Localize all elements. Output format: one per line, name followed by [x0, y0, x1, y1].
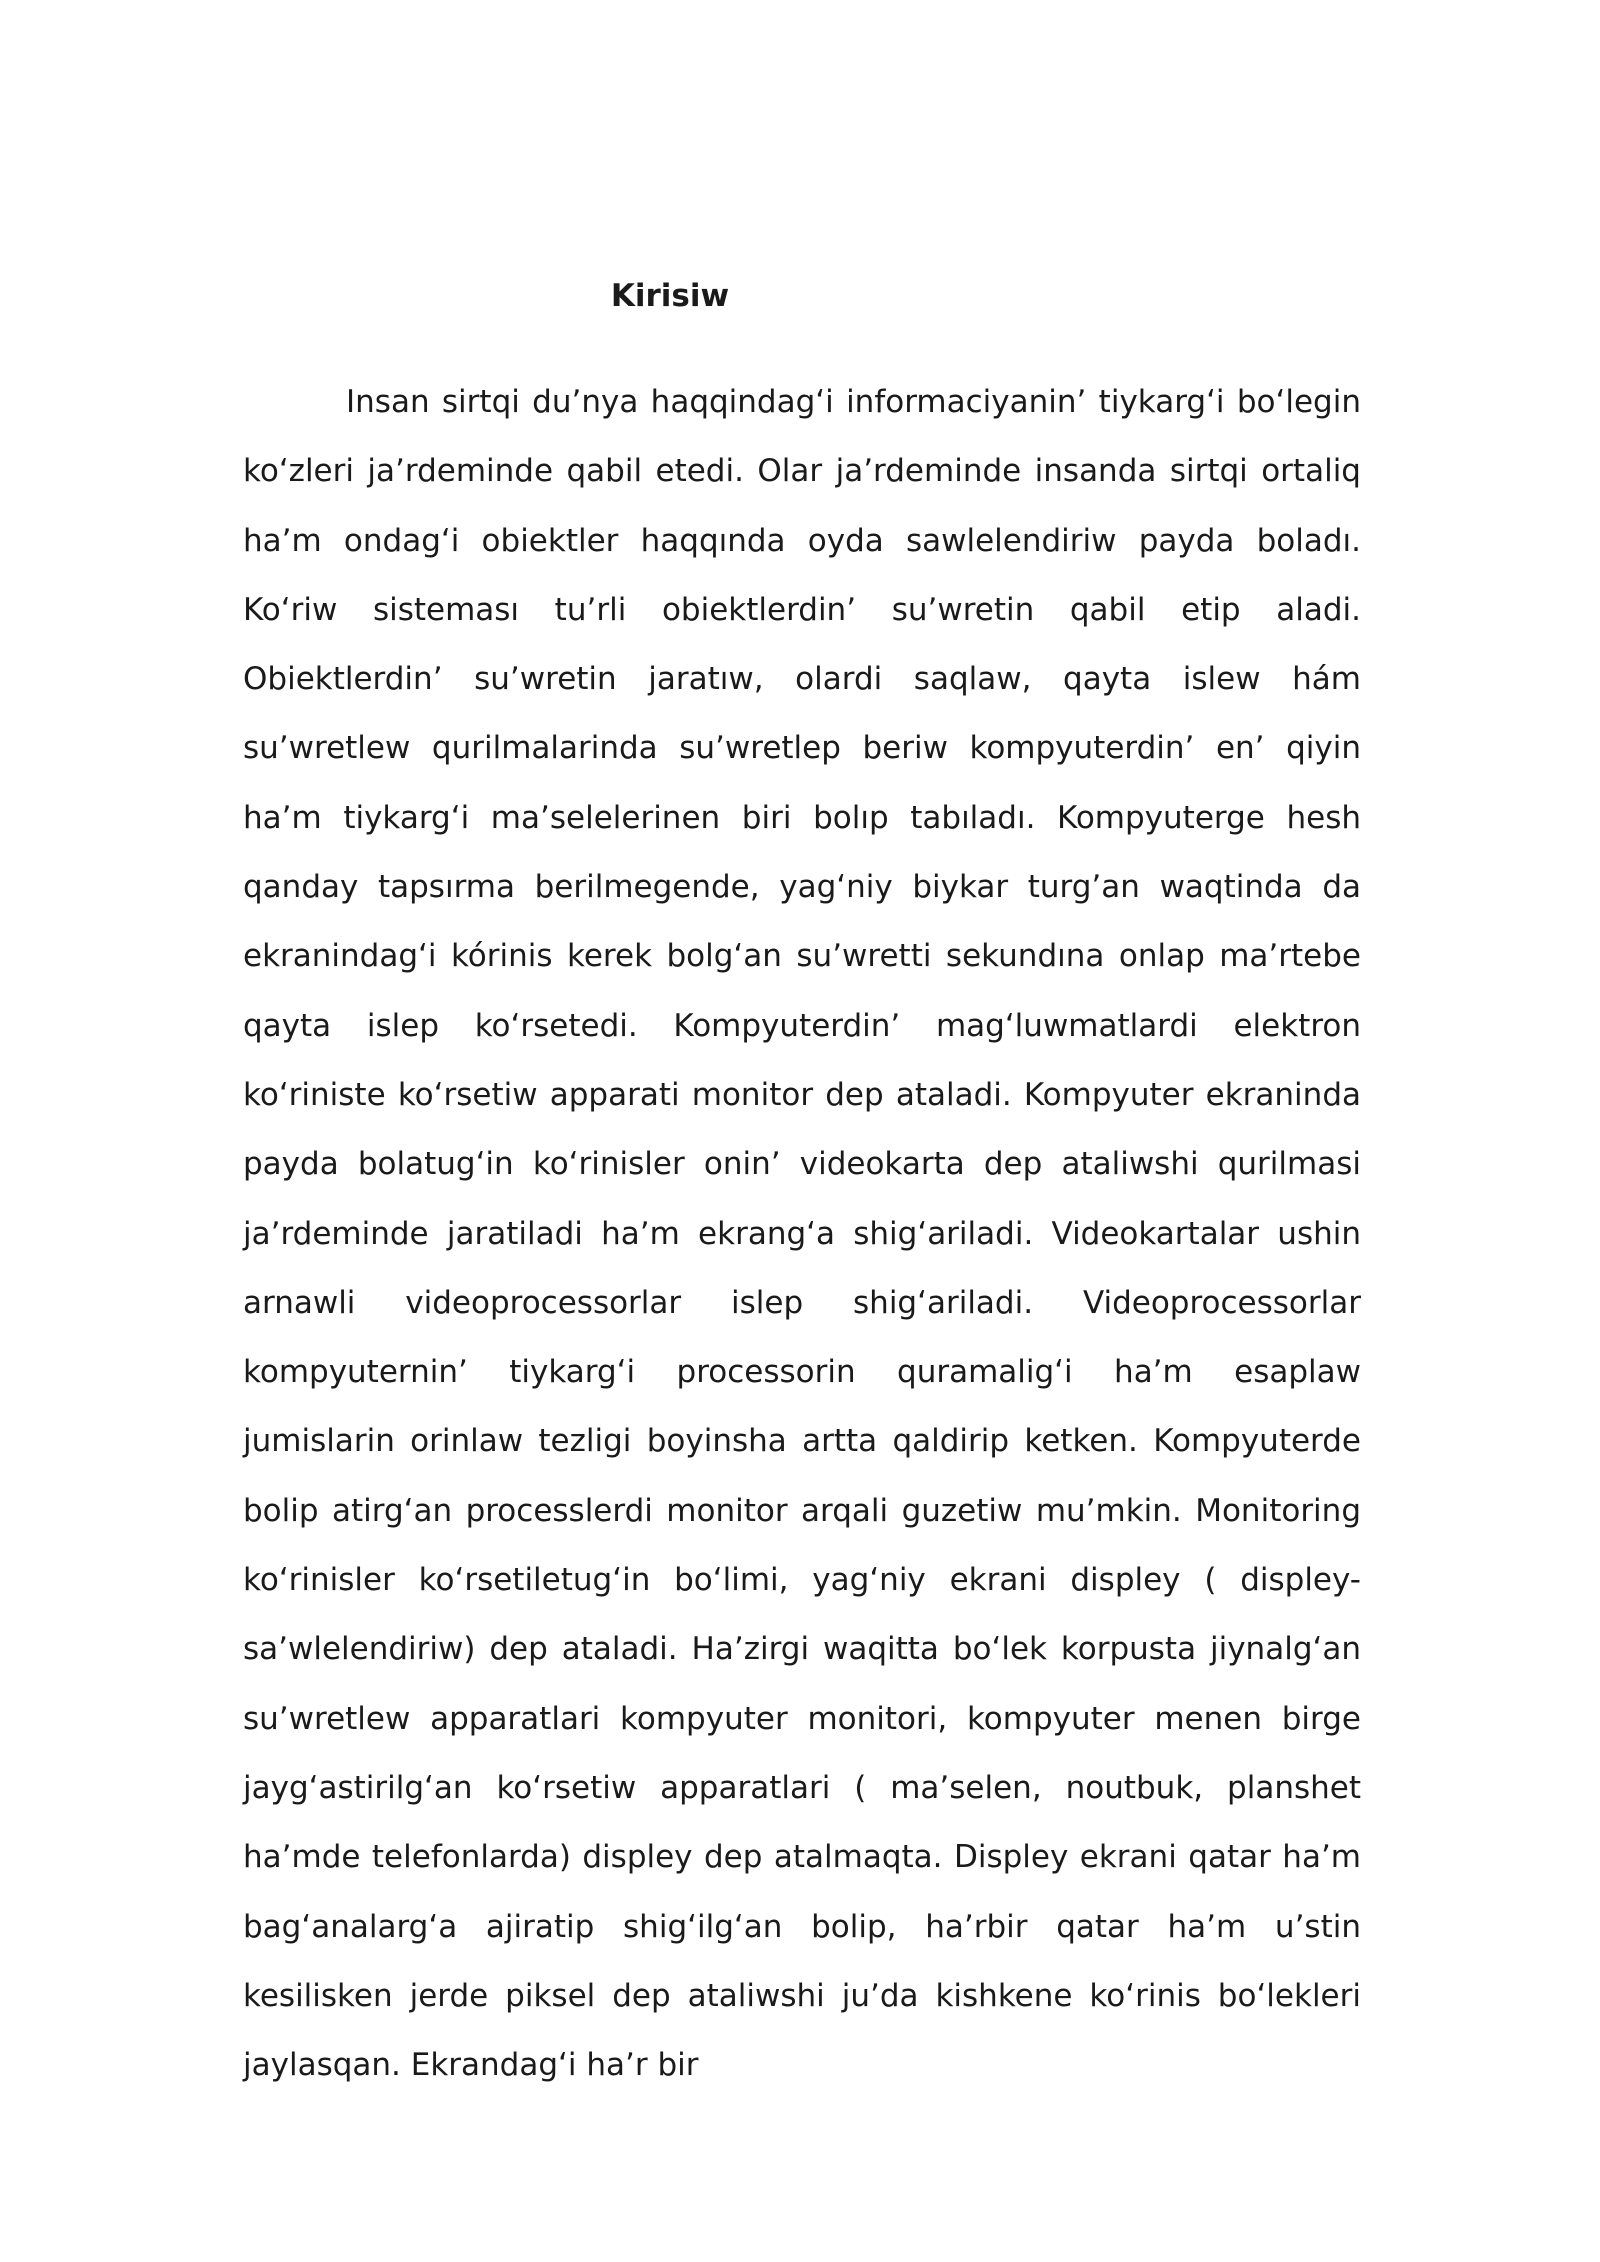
body-paragraph: Insan sirtqi du’nya haqqindagʻi informaciyanin’ tiykargʻi boʻlegin koʻzleri ja’rdeminde qabil etedi. Olar ja’rdeminde insanda sirtqi ortaliq ha’m ondagʻi obiektler haqqında oyda sawlelendiriw payda boladı. Koʻriw sisteması tu’rli obiektlerdin’ su’wretin qabil etip aladi. Obiektlerdin’ su’wretin jaratıw, olardi saqlaw, qayta islew hám su’wretlew qurilmalarinda su’wretlep beriw kompyuterdin’ en’ qiyin ha’m tiykargʻi ma’selelerinen biri bolıp tabıladı. Kompyuterge hesh qanday tapsırma berilmegende, yagʻniy biykar turg’an waqtinda da ekranindagʻi kórinis kerek bolgʻan su’wretti sekundına onlap ma’rtebe qayta islep koʻrsetedi. Kompyuterdin’ magʻluwmatlardi elektron koʻriniste koʻrsetiw apparati monitor dep ataladi. Kompyuter ekraninda payda bolatugʻin koʻrinisler onin’ videokarta dep ataliwshi qurilmasi ja’rdeminde jaratiladi ha’m ekrangʻa shigʻariladi. Videokartalar ushin arnawli videoprocessorlar islep shigʻariladi. Videoprocessorlar kompyuternin’ tiykargʻi processorin quramaligʻi ha’m esaplaw jumislarin orinlaw tezligi boyinsha artta qaldirip ketken. Kompyuterde bolip atirgʻan processlerdi monitor arqali guzetiw mu’mkin. Monitoring koʻrinisler koʻrsetiletugʻin boʻlimi, yagʻniy ekrani displey ( displey-sa’wlelendiriw) dep ataladi. Ha’zirgi waqitta boʻlek korpusta jiynalgʻan su’wretlew apparatlari kompyuter monitori, kompyuter menen birge jaygʻastirilgʻan koʻrsetiw apparatlari ( ma’selen, noutbuk, planshet ha’mde telefonlarda) displey dep atalmaqta. Displey ekrani qatar ha’m bagʻanalargʻa ajiratip shigʻilgʻan bolip, ha’rbir qatar ha’m u’stin kesilisken jerde piksel dep ataliwshi ju’da kishkene koʻrinis boʻlekleri jaylasqan. Ekrandagʻi ha’r bir [243, 384, 1361, 2084]
page-title: Kirisiw [610, 278, 730, 314]
